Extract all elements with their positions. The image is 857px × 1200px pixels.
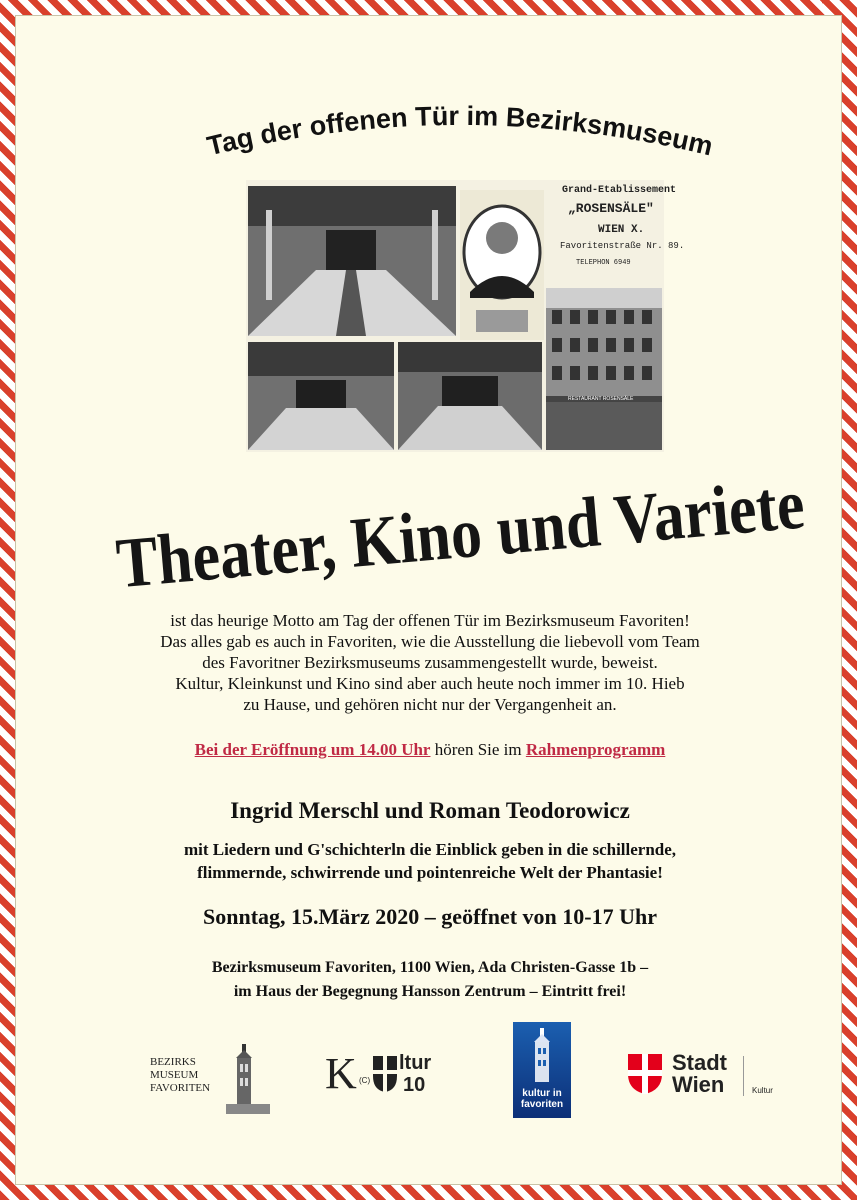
phone-label: TELEPHON 6949: [576, 259, 631, 267]
main-title: [113, 464, 808, 604]
opening-middle: hören Sie im: [430, 740, 526, 759]
wien-word: Wien: [672, 1072, 725, 1097]
kultur10-k: K: [325, 1049, 357, 1098]
kultur10-number: 10: [403, 1074, 426, 1096]
stadt-word: Stadt: [672, 1050, 727, 1075]
rosensaele-name: „ROSENSÄLE": [568, 201, 654, 216]
bm-line: MUSEUM: [150, 1069, 199, 1081]
svg-text:Tag der offenen Tür im Bezirks: [204, 101, 716, 161]
kultur-in-favoriten-logo: [513, 1022, 571, 1118]
hall-photo-left: [248, 342, 394, 450]
kif-line: kultur in: [522, 1088, 562, 1099]
arched-title-text: Tag der offenen Tür im Bezirksmuseum: [204, 100, 716, 162]
programme-highlight: Rahmenprogramm: [525, 740, 666, 759]
description-line: flimmernde, schwirrende und pointenreiche Welt der Phantasie!: [197, 863, 663, 882]
address-line: Bezirksmuseum Favoriten, 1100 Wien, Ada Christen-Gasse 1b –: [211, 959, 649, 976]
stadt-wien-logo: [628, 1052, 788, 1102]
performance-description: [110, 838, 750, 884]
description-line: mit Liedern und G'schichterln die Einblick geben in die schillernde,: [183, 840, 677, 859]
kultur10-word: ltur: [399, 1052, 432, 1074]
kultur10-logo: [325, 1050, 455, 1100]
establishment-label: Grand-Etablissement: [562, 185, 677, 196]
wien-shield-icon: [628, 1054, 662, 1094]
bezirksmuseum-logo: [150, 1040, 280, 1120]
building-photo: [546, 288, 662, 450]
hall-photo-right: [398, 342, 542, 450]
performers-heading: Ingrid Merschl und Roman Teodorowicz: [230, 798, 630, 823]
bezirksmuseum-text: [150, 1056, 210, 1095]
event-date: Sonntag, 15.März 2020 – geöffnet von 10-17 Uhr: [202, 904, 658, 929]
kif-text: [513, 1088, 571, 1110]
city-label: WIEN X.: [598, 224, 645, 236]
shield-icon: [373, 1056, 397, 1092]
venue-address: [110, 956, 750, 1004]
kultur10-c: (C): [359, 1076, 371, 1085]
hall-photo-main: [248, 186, 456, 336]
portrait-medallion: [460, 190, 544, 340]
motto-line: Das alles gab es auch in Favoriten, wie die Ausstellung die liebevoll vom Team: [160, 632, 700, 651]
main-title-text: Theater, Kino und Variete: [113, 464, 808, 604]
divider: [743, 1056, 744, 1096]
historic-photo-collage: [246, 180, 685, 452]
motto-line: des Favoritner Bezirksmuseums zusammengestellt wurde, beweist.: [202, 653, 658, 672]
bm-line: FAVORITEN: [150, 1082, 211, 1094]
stadt-wien-text: [672, 1052, 727, 1096]
motto-paragraph: [110, 610, 750, 715]
motto-line: Kultur, Kleinkunst und Kino sind aber auch heute noch immer im 10. Hieb: [175, 674, 685, 693]
bm-line: BEZIRKS: [150, 1056, 196, 1068]
street-label: Favoritenstraße Nr. 89.: [560, 241, 685, 251]
restaurant-sign: RESTAURANT ROSENSÄLE: [568, 396, 634, 402]
opening-line: [110, 740, 750, 760]
motto-line: ist das heurige Motto am Tag der offenen Tür im Bezirksmuseum Favoriten!: [170, 611, 690, 630]
tower-icon: [226, 1044, 270, 1116]
stadt-wien-kultur: Kultur: [752, 1086, 773, 1095]
motto-line: zu Hause, und gehören nicht nur der Vergangenheit an.: [243, 695, 617, 714]
address-line: im Haus der Begegnung Hansson Zentrum – Eintritt frei!: [233, 983, 627, 1000]
kif-line: favoriten: [520, 1099, 564, 1110]
opening-highlight: Bei der Eröffnung um 14.00 Uhr: [194, 740, 431, 759]
tower-icon: [530, 1028, 554, 1084]
